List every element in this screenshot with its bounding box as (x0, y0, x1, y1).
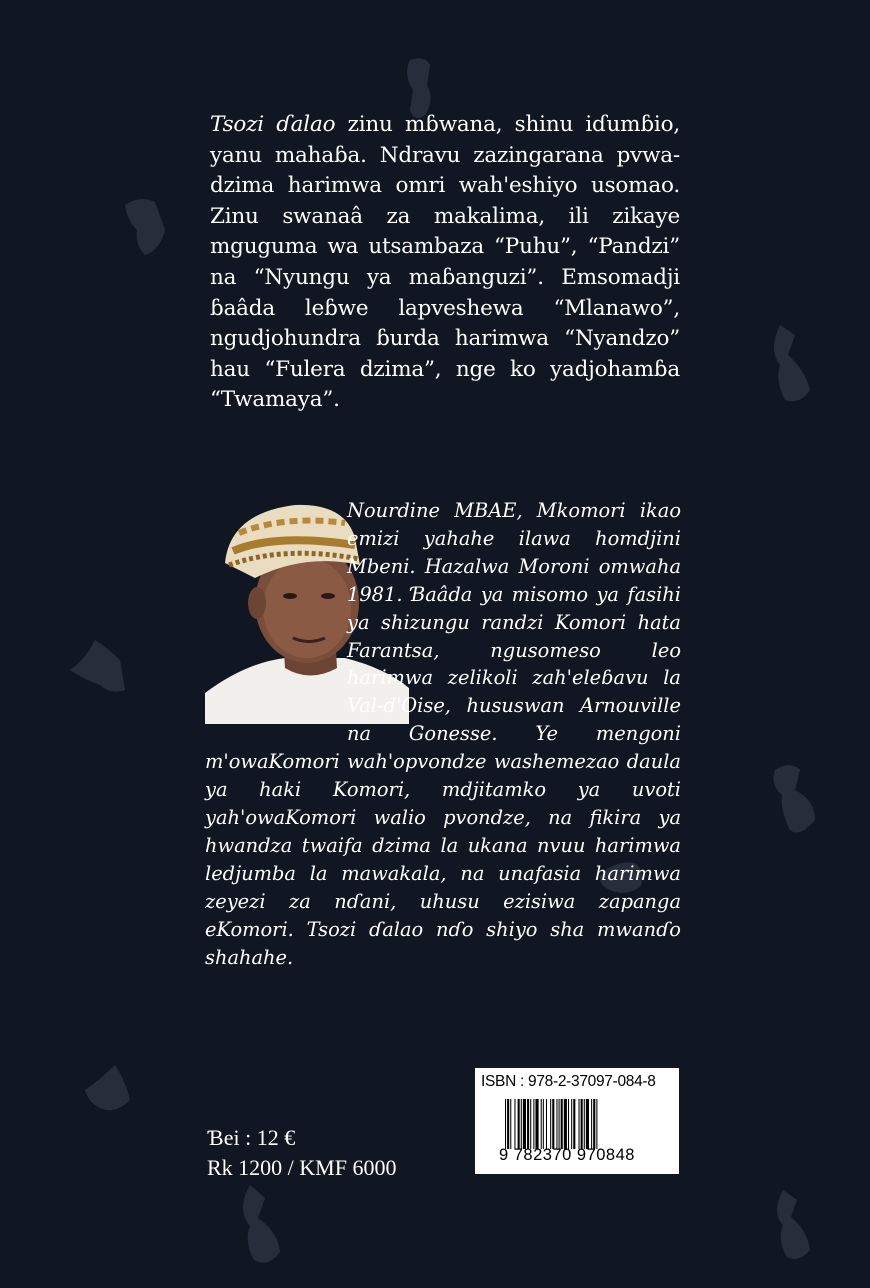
price-block (207, 1123, 396, 1183)
island-silhouette-icon (765, 1185, 825, 1265)
book-title-italic: Tsozi ɗalao (210, 112, 336, 137)
island-silhouette-icon (65, 630, 135, 700)
price-euro: Ɓei : 12 € (207, 1125, 296, 1150)
photo-wrap-spacer (205, 497, 347, 721)
isbn-barcode (475, 1068, 679, 1174)
book-blurb (210, 110, 680, 416)
price-other-currencies: Rk 1200 / KMF 6000 (207, 1155, 397, 1180)
author-bio-text: Nourdine MBAE, Mkomori ikao emizi yahahe ilawa homdjini Mbeni. Hazalwa Moroni omwaha 1981. Ɓaâda ya misomo ya fasihi ya shizungu randzi Komori hata Farantsa, ngusomeso leo harimwa zelikoli zah'eleɓavu la Val-d'Oise, hususwan Arnouville na Gonesse. Ye mengoni m'owaKomori wah'opvondze washemezao daula ya haki Komori, mdjitamko ya uvoti yah'owaKomori walio pvondze, na fikira ya hwandza twaifa dzima la ukana nvuu harimwa ledjumba la mawakala, na unafasia harimwa zeyezi za nɗani, uhusu ezisiwa zapanga eKomori. Tsozi ɗalao nɗo shiyo sha mwanɗo shahahe. (205, 499, 681, 969)
barcode-digits: 9 782370 970848 (499, 1146, 635, 1164)
island-silhouette-icon (230, 1180, 300, 1270)
island-silhouette-icon (760, 760, 830, 840)
barcode-bars (505, 1099, 653, 1149)
blurb-text: zinu mɓwana, shinu iɗumɓio, yanu mahaɓa. Ndravu zazingarana pvwa-dzima harimwa omri wah'eshiyo usomao. Zinu swanaâ za makalima, ili zikaye mguguma wa utsambaza “Puhu”, “Pandzi” na “Nyungu ya maɓanguzi”. Emsomadji ɓaâda leɓwe lapveshewa “Mlanawo”, ngudjohundra ɓurda harimwa “Nyandzo” hau “Fulera dzima”, nge ko yadjohamɓa “Twamaya”. (210, 112, 680, 413)
island-silhouette-icon (115, 190, 175, 260)
author-bio (205, 497, 681, 971)
island-silhouette-icon (80, 1060, 140, 1120)
island-silhouette-icon (760, 320, 830, 410)
isbn-label: ISBN : 978-2-37097-084-8 (481, 1073, 656, 1090)
